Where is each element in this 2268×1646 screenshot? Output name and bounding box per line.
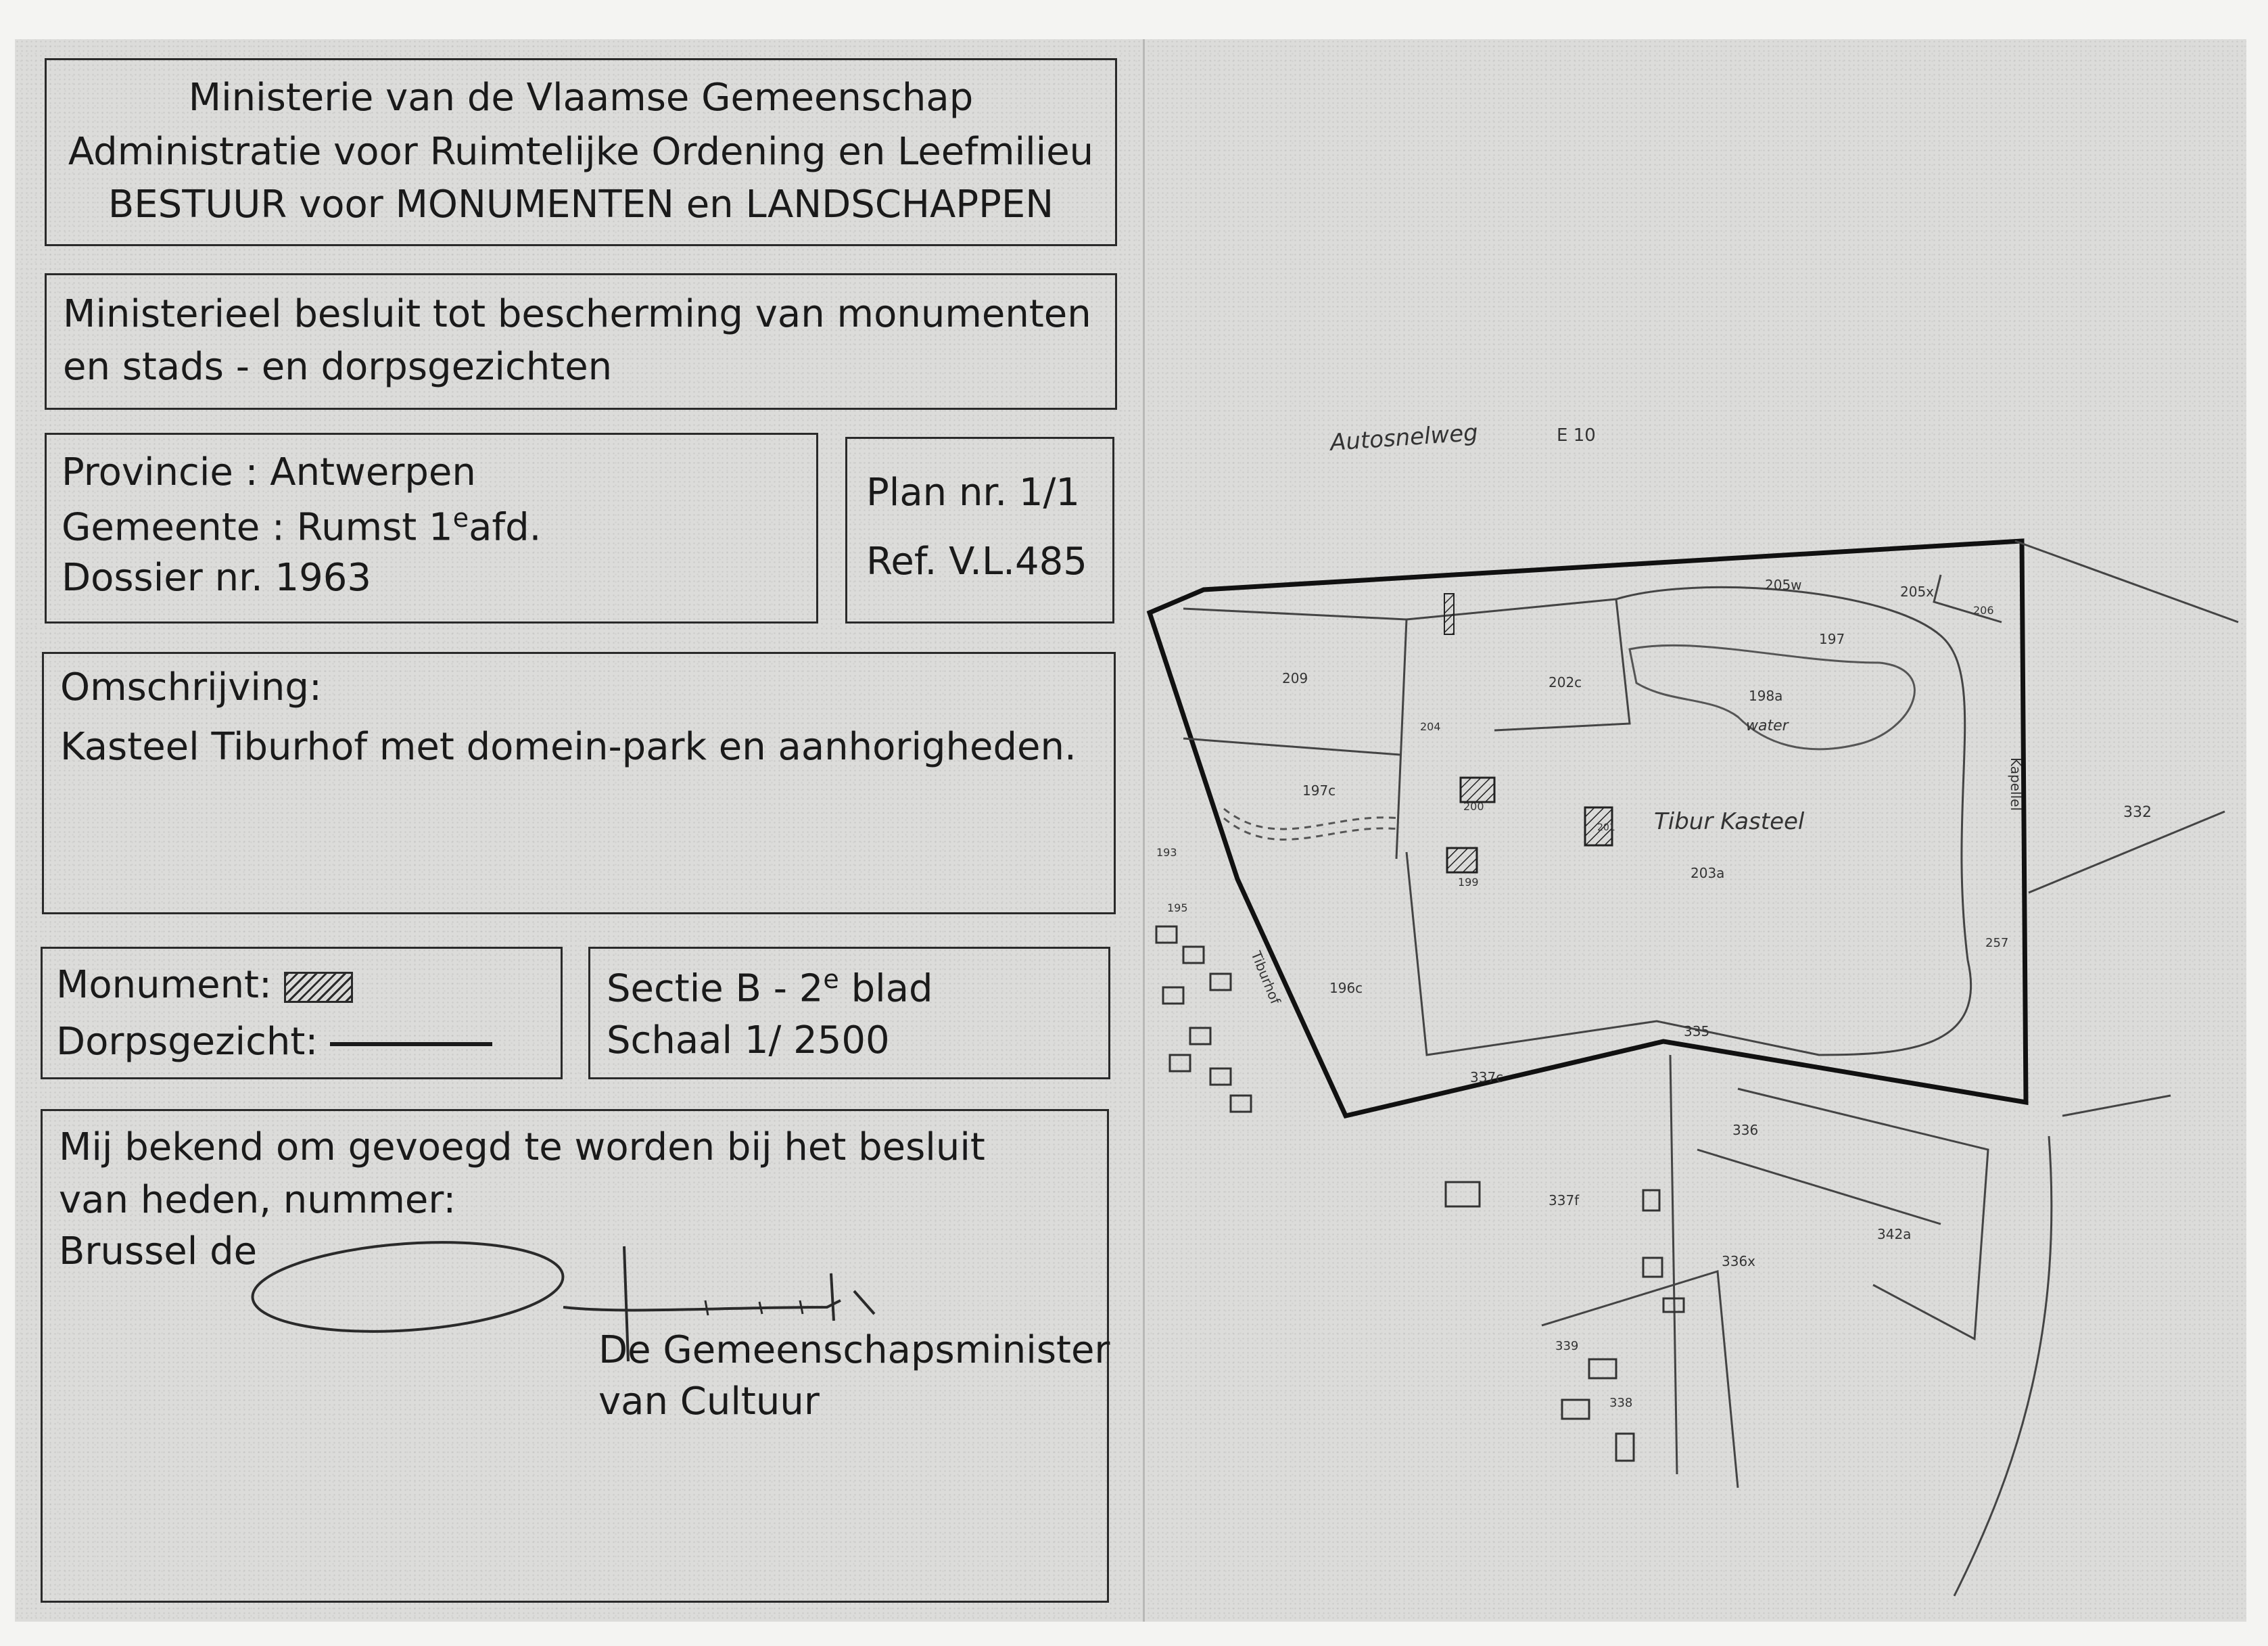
street-kapelle-label: Kapellel (2008, 757, 2024, 811)
description-heading: Omschrijving: (60, 665, 322, 709)
dossier-label: Dossier nr. 1963 (62, 556, 372, 600)
provincie-label: Provincie : Antwerpen (62, 450, 476, 494)
parcel-335: 335 (1684, 1023, 1710, 1039)
sectie-suffix: blad (851, 966, 933, 1011)
legend-box (41, 947, 563, 1079)
gemeente-suffix: afd. (469, 505, 542, 550)
gemeente-text: Gemeente : Rumst 1 (62, 505, 453, 550)
parcel-204: 204 (1420, 720, 1441, 733)
parcel-337c: 337c (1470, 1069, 1504, 1085)
parcel-200: 200 (1463, 800, 1484, 813)
signature-box (41, 1109, 1109, 1603)
header-line-3: BESTUUR voor MONUMENTEN en LANDSCHAPPEN (108, 183, 1054, 227)
parcel-lines (1183, 541, 2238, 1596)
parcel-336: 336 (1732, 1122, 1759, 1138)
sectie-label (607, 964, 933, 1011)
description-text: Kasteel Tiburhof met domein-park en aanhorigheden. (60, 725, 1077, 769)
park-path-2 (1224, 818, 1400, 839)
decree-line-2: en stads - en dorpsgezichten (63, 345, 613, 389)
header-box (45, 58, 1117, 246)
gemeente-label (62, 503, 542, 550)
parcel-199: 199 (1458, 876, 1479, 889)
minister-subtitle: van Cultuur (598, 1380, 820, 1424)
parcel-198a: 198a (1749, 688, 1783, 704)
plan-number: Plan nr. 1/1 (866, 471, 1081, 515)
minister-title: De Gemeenschapsminister (598, 1328, 1110, 1372)
parcel-257: 257 (1985, 936, 2009, 950)
plan-ref: Ref. V.L.485 (866, 540, 1087, 584)
castle-label: Tibur Kasteel (1654, 808, 1805, 835)
signature-line-1: Mij bekend om gevoegd te worden bij het besluit (59, 1125, 985, 1169)
parcel-197c: 197c (1302, 782, 1336, 799)
monument-hatch-symbol (284, 972, 353, 1003)
monument-gate (1444, 594, 1454, 634)
location-box (45, 433, 818, 624)
parcel-332: 332 (2123, 804, 2152, 821)
parcel-195: 195 (1167, 901, 1188, 914)
parcel-339: 339 (1555, 1339, 1579, 1353)
plan-box (845, 437, 1114, 624)
decree-box (45, 273, 1117, 410)
parcel-206: 206 (1973, 604, 1994, 617)
parcel-205w: 205w (1765, 577, 1802, 593)
parcel-202c: 202c (1549, 674, 1582, 690)
water-label: water (1746, 718, 1789, 734)
schaal-label: Schaal 1/ 2500 (607, 1018, 890, 1062)
sectie-text: Sectie B - 2 (607, 966, 824, 1011)
park-path (1224, 809, 1400, 829)
gemeente-sup: e (452, 503, 469, 533)
header-line-2: Administratie voor Ruimtelijke Ordening en Leefmilieu (68, 130, 1094, 174)
description-box (42, 652, 1116, 914)
parcel-193: 193 (1156, 846, 1177, 859)
buildings-west (1156, 926, 1251, 1112)
section-box (588, 947, 1110, 1079)
cadastral-map (1143, 379, 2245, 1609)
monument-outbuilding-199 (1447, 848, 1477, 872)
signature-line-2: van heden, nummer: (59, 1178, 456, 1222)
dorpsgezicht-line-symbol (330, 1042, 492, 1046)
signature-line-3: Brussel de (59, 1229, 258, 1273)
parcel-201: 201 (1597, 822, 1615, 833)
decree-line-1: Ministerieel besluit tot bescherming van monumenten (63, 292, 1091, 336)
parcel-196c: 196c (1329, 980, 1363, 996)
header-line-1: Ministerie van de Vlaamse Gemeenschap (188, 76, 974, 120)
parcel-338: 338 (1609, 1396, 1633, 1410)
legend-monument-label: Monument: (56, 963, 272, 1007)
parcel-337f: 337f (1549, 1192, 1580, 1208)
street-tiburhof-label: Tiburhof (1248, 948, 1284, 1007)
legend-dorpsgezicht (56, 1020, 492, 1064)
parcel-197: 197 (1819, 631, 1845, 647)
sectie-sup: e (823, 964, 839, 994)
road-code-label: E 10 (1557, 425, 1596, 446)
legend-monument (56, 963, 353, 1007)
legend-dorpsgezicht-label: Dorpsgezicht: (56, 1020, 318, 1064)
road-label: Autosnelweg (1329, 419, 1479, 456)
monument-outbuilding-200 (1461, 778, 1494, 802)
buildings-south (1446, 1182, 1684, 1461)
parcel-205x: 205x (1900, 584, 1935, 600)
parcel-342a: 342a (1877, 1226, 1912, 1242)
parcel-209: 209 (1282, 670, 1308, 686)
parcel-203a: 203a (1691, 865, 1725, 881)
parcel-336x: 336x (1722, 1253, 1756, 1269)
